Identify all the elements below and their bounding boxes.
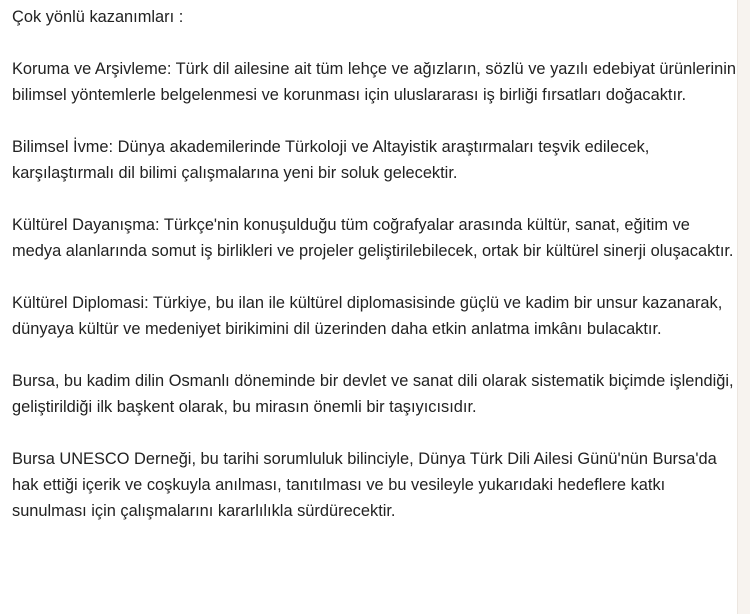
paragraph-bursa-miras: Bursa, bu kadim dilin Osmanlı döneminde bir devlet ve sanat dili olarak sistematik biçimde işlendiği, geliştirildiği ilk başkent olarak, bu mirasın önemli bir taşıyıcısıdır. <box>12 372 734 416</box>
paragraph-koruma-ve-arsivleme: Koruma ve Arşivleme: Türk dil ailesine ait tüm lehçe ve ağızların, sözlü ve yazılı edebiyat ürünlerinin bilimsel yöntemlerle belgelenmesi ve korunması için uluslararası iş birliği fırsatları doğacaktır. <box>12 60 736 104</box>
paragraph-gap <box>12 264 736 290</box>
paragraph-gap <box>12 108 736 134</box>
paragraph-bilimsel-ivme: Bilimsel İvme: Dünya akademilerinde Türkoloji ve Altayistik araştırmaları teşvik edilecek, karşılaştırmalı dil bilimi çalışmalarına yeni bir soluk gelecektir. <box>12 138 650 182</box>
intro-heading: Çok yönlü kazanımları : <box>12 8 184 26</box>
paragraph-gap <box>12 186 736 212</box>
paragraph-gap <box>12 342 736 368</box>
page-edge-strip <box>737 0 750 614</box>
paragraph-gap <box>12 420 736 446</box>
paragraph-kulturel-diplomasi: Kültürel Diplomasi: Türkiye, bu ilan ile kültürel diplomasisinde güçlü ve kadim bir unsur kazanarak, dünyaya kültür ve medeniyet birikimini dil üzerinden daha etkin anlatma imkânı bulacaktır. <box>12 294 723 338</box>
paragraph-gap <box>12 30 736 56</box>
paragraph-kulturel-dayanisma: Kültürel Dayanışma: Türkçe'nin konuşulduğu tüm coğrafyalar arasında kültür, sanat, eğitim ve medya alanlarında somut iş birlikleri ve projeler geliştirilebilecek, ortak bir kültürel sinerji oluşacaktır. <box>12 216 734 260</box>
paragraph-bursa-unesco-dernegi: Bursa UNESCO Derneği, bu tarihi sorumluluk bilinciyle, Dünya Türk Dili Ailesi Günü'nün Bursa'da hak ettiği içerik ve coşkuyla anılması, tanıtılması ve bu vesileyle yukarıdaki hedeflere katkı sunulması için çalışmalarını kararlılıkla sürdürecektir. <box>12 450 717 520</box>
